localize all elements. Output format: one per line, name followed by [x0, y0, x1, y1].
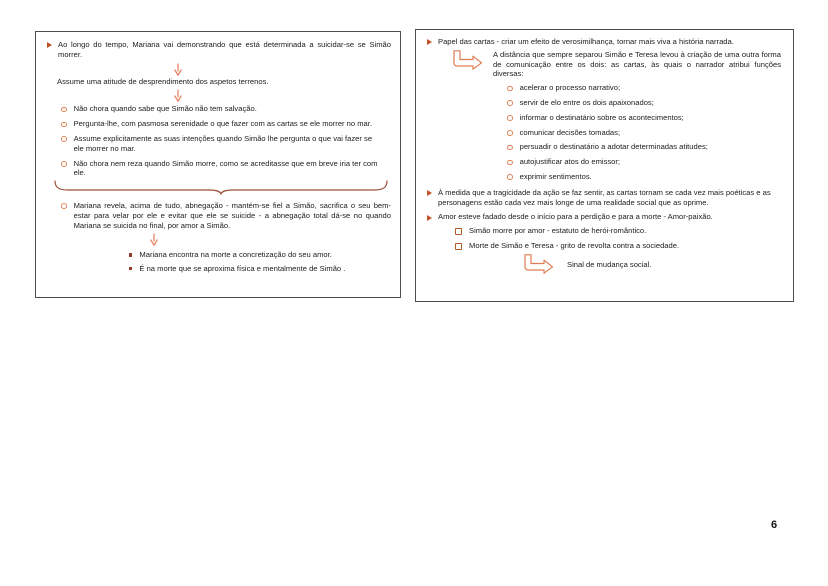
circle-bullet-icon: [507, 160, 513, 166]
left-sub-item: [59, 159, 391, 179]
letter-function-text: acelerar o processo narrativo;: [519, 83, 621, 93]
page-number: 6: [770, 519, 778, 531]
circle-bullet-icon: [507, 130, 513, 136]
arrow-bullet-icon: [47, 42, 52, 48]
check-item-text: Morte de Simão e Teresa - grito de revolta contra a sociedade.: [469, 240, 680, 250]
right-item-3-text: Amor esteve fadado desde o início para a perdição e para a morte - Amor-paixão.: [438, 212, 713, 222]
letter-function-text: persuadir o destinatário a adotar determinadas atitudes;: [519, 142, 708, 152]
right-callout: [453, 50, 784, 79]
circle-bullet-icon: [507, 86, 513, 92]
arrow-bullet-icon: [427, 190, 432, 196]
right-item-1: [425, 37, 784, 47]
right-item-2-text: À medida que a tragicidade da ação se faz sentir, as cartas tornam se cada vez mais poéticas e as personagens estão cada vez mais longe de uma realidade social que as oprime.: [438, 187, 771, 207]
check-item: [455, 226, 784, 236]
left-sub-item: [59, 119, 391, 129]
left-conclusion-text: Mariana encontra na morte a concretização do seu amor.: [139, 250, 332, 260]
square-bullet-icon: [129, 253, 132, 256]
left-conclusion-item: [129, 264, 391, 274]
letter-function-item: [505, 113, 784, 123]
down-arrow-icon: [173, 89, 391, 102]
left-summary: [59, 201, 391, 230]
left-summary-text: Mariana revela, acima de tudo, abnegação - mantém-se fiel a Simão, sacrifica o seu bem-estar para velar por ele e evitar que ele se suicide - a abnegação total dá-se no quando Mariana se suicida no final, por amor a Simão.: [73, 200, 391, 230]
right-item-3: [425, 212, 784, 222]
down-arrow-icon: [149, 233, 391, 247]
left-item-1: [45, 40, 391, 60]
check-item: [455, 241, 784, 251]
circle-bullet-icon: [61, 161, 67, 167]
letter-function-text: autojustificar atos do emissor;: [519, 157, 621, 167]
letter-function-item: [505, 142, 784, 152]
elbow-arrow-icon: [453, 50, 483, 73]
letter-function-text: comunicar decisões tomadas;: [519, 127, 621, 137]
final-note: [523, 254, 784, 277]
left-item-2: [57, 77, 391, 87]
left-item-1-text: Ao longo do tempo, Mariana vai demonstrando que está determinada a suicidar-se se Simão morrer.: [58, 40, 391, 59]
letter-function-text: servir de elo entre os dois apaixonados;: [519, 97, 654, 107]
circle-bullet-icon: [507, 115, 513, 121]
checkbox-bullet-icon: [455, 243, 462, 250]
letter-function-item: [505, 172, 784, 182]
elbow-arrow-icon: [523, 254, 555, 277]
letter-function-item: [505, 98, 784, 108]
arrow-bullet-icon: [427, 39, 432, 45]
left-sub-item-text: Assume explicitamente as suas intenções quando Simão lhe pergunta o que vai fazer se ele morrer no mar.: [73, 133, 373, 153]
letter-function-text: informar o destinatário sobre os acontecimentos;: [519, 112, 684, 122]
left-conclusion-text: É na morte que se aproxima física e mentalmente de Simão .: [139, 264, 346, 274]
circle-bullet-icon: [61, 203, 67, 209]
right-callout-text: A distância que sempre separou Simão e Teresa levou à criação de uma outra forma de comunicação entre os dois: as cartas, às quais o narrador atribui funções diversas:: [493, 49, 781, 79]
left-sub-item-text: Pergunta-lhe, com pasmosa serenidade o que fazer com as cartas se ele morrer no mar.: [73, 119, 373, 129]
checkbox-bullet-icon: [455, 228, 462, 235]
underbrace-icon: [53, 180, 391, 198]
circle-bullet-icon: [61, 122, 67, 128]
letter-function-text: exprimir sentimentos.: [519, 171, 592, 181]
circle-bullet-icon: [61, 136, 67, 142]
left-sub-item-text: Não chora quando sabe que Simão não tem salvação.: [73, 104, 257, 114]
down-arrow-icon: [173, 63, 391, 76]
left-sub-item-text: Não chora nem reza quando Simão morre, como se acreditasse que em breve iria ter com ele.: [73, 158, 378, 178]
arrow-bullet-icon: [427, 215, 432, 221]
letter-function-item: [505, 157, 784, 167]
circle-bullet-icon: [61, 107, 67, 113]
square-bullet-icon: [129, 267, 132, 270]
letter-function-item: [505, 128, 784, 138]
check-item-text: Simão morre por amor - estatuto de herói-romântico.: [469, 226, 647, 236]
left-sub-item: [59, 134, 391, 154]
right-notes-panel: [415, 29, 794, 302]
letter-function-item: [505, 83, 784, 93]
circle-bullet-icon: [507, 100, 513, 106]
left-item-2-text: Assume uma atitude de desprendimento dos aspetos terrenos.: [57, 76, 269, 86]
circle-bullet-icon: [507, 145, 513, 151]
left-conclusion-item: [129, 250, 391, 260]
right-item-1-text: Papel das cartas - criar um efeito de verosimilhança, tornar mais viva a história narrada.: [438, 37, 734, 46]
right-item-2: [425, 188, 784, 208]
final-note-text: Sinal de mudança social.: [567, 260, 652, 270]
left-sub-item: [59, 104, 391, 114]
circle-bullet-icon: [507, 174, 513, 180]
left-notes-panel: [35, 31, 401, 298]
